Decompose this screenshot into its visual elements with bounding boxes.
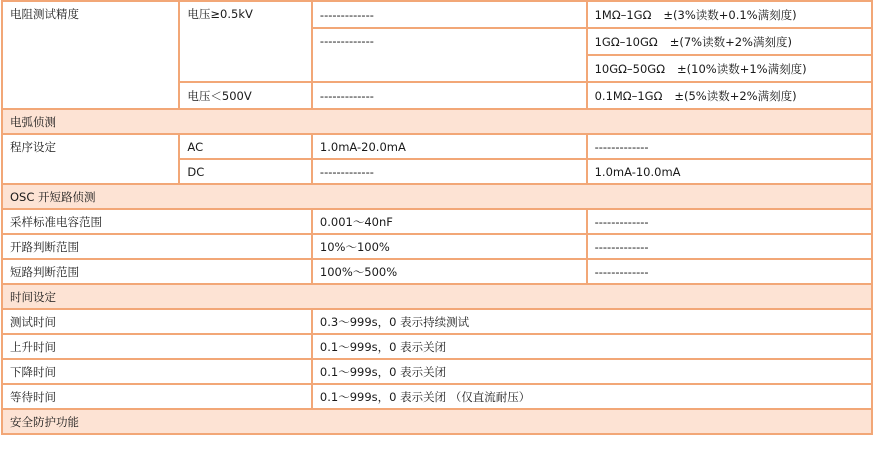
table-row <box>2 384 872 409</box>
osc-section-title: OSC 开短路侦测 <box>2 184 872 209</box>
dash-value: ------------- <box>312 28 587 82</box>
accuracy-value: ±(3%读数+0.1%满刻度) <box>663 7 797 22</box>
table-row <box>2 134 872 159</box>
voltage-low-label: 电压＜500V <box>179 82 312 109</box>
section-header <box>2 409 872 434</box>
accuracy-value: ±(10%读数+1%满刻度) <box>677 61 807 76</box>
section-header <box>2 184 872 209</box>
time-label: 上升时间 <box>2 334 312 359</box>
voltage-high-label: 电压≥0.5kV <box>179 1 312 82</box>
osc-label: 开路判断范围 <box>2 234 312 259</box>
section-header <box>2 284 872 309</box>
dc-value: 1.0mA-10.0mA <box>587 159 872 184</box>
resistance-label: 电阻测试精度 <box>2 1 179 109</box>
range-value: 1MΩ–1GΩ <box>594 7 652 22</box>
table-row <box>2 259 872 284</box>
time-value: 0.1～999s，0 表示关闭 <box>312 334 872 359</box>
range-value: 10GΩ–50GΩ <box>594 61 666 76</box>
range-accuracy <box>587 1 872 28</box>
dash-value: ------------- <box>587 259 872 284</box>
dash-value: ------------- <box>587 234 872 259</box>
osc-label: 采样标准电容范围 <box>2 209 312 234</box>
ac-label: AC <box>179 134 312 159</box>
arc-section-title: 电弧侦测 <box>2 109 872 134</box>
arc-label: 程序设定 <box>2 134 179 184</box>
dash-value: ------------- <box>312 159 587 184</box>
dash-value: ------------- <box>587 134 872 159</box>
range-accuracy <box>587 82 872 109</box>
osc-value: 0.001～40nF <box>312 209 587 234</box>
table-row <box>2 309 872 334</box>
time-value: 0.3～999s，0 表示持续测试 <box>312 309 872 334</box>
dash-value: ------------- <box>312 82 587 109</box>
table-row <box>2 209 872 234</box>
time-label: 测试时间 <box>2 309 312 334</box>
osc-label: 短路判断范围 <box>2 259 312 284</box>
osc-value: 100%～500% <box>312 259 587 284</box>
time-value: 0.1～999s，0 表示关闭 （仅直流耐压） <box>312 384 872 409</box>
time-section-title: 时间设定 <box>2 284 872 309</box>
section-header <box>2 109 872 134</box>
time-label: 等待时间 <box>2 384 312 409</box>
spec-table <box>1 0 873 435</box>
table-row <box>2 359 872 384</box>
dash-value: ------------- <box>312 1 587 28</box>
range-accuracy <box>587 28 872 55</box>
table-row <box>2 334 872 359</box>
osc-value: 10%～100% <box>312 234 587 259</box>
ac-value: 1.0mA-20.0mA <box>312 134 587 159</box>
range-value: 0.1MΩ–1GΩ <box>594 88 663 103</box>
range-value: 1GΩ–10GΩ <box>594 34 658 49</box>
dash-value: ------------- <box>587 209 872 234</box>
dc-label: DC <box>179 159 312 184</box>
time-value: 0.1～999s，0 表示关闭 <box>312 359 872 384</box>
accuracy-value: ±(5%读数+2%满刻度) <box>674 88 797 103</box>
table-row <box>2 234 872 259</box>
range-accuracy <box>587 55 872 82</box>
time-label: 下降时间 <box>2 359 312 384</box>
table-row <box>2 1 872 28</box>
safety-section-title: 安全防护功能 <box>2 409 872 434</box>
accuracy-value: ±(7%读数+2%满刻度) <box>669 34 792 49</box>
